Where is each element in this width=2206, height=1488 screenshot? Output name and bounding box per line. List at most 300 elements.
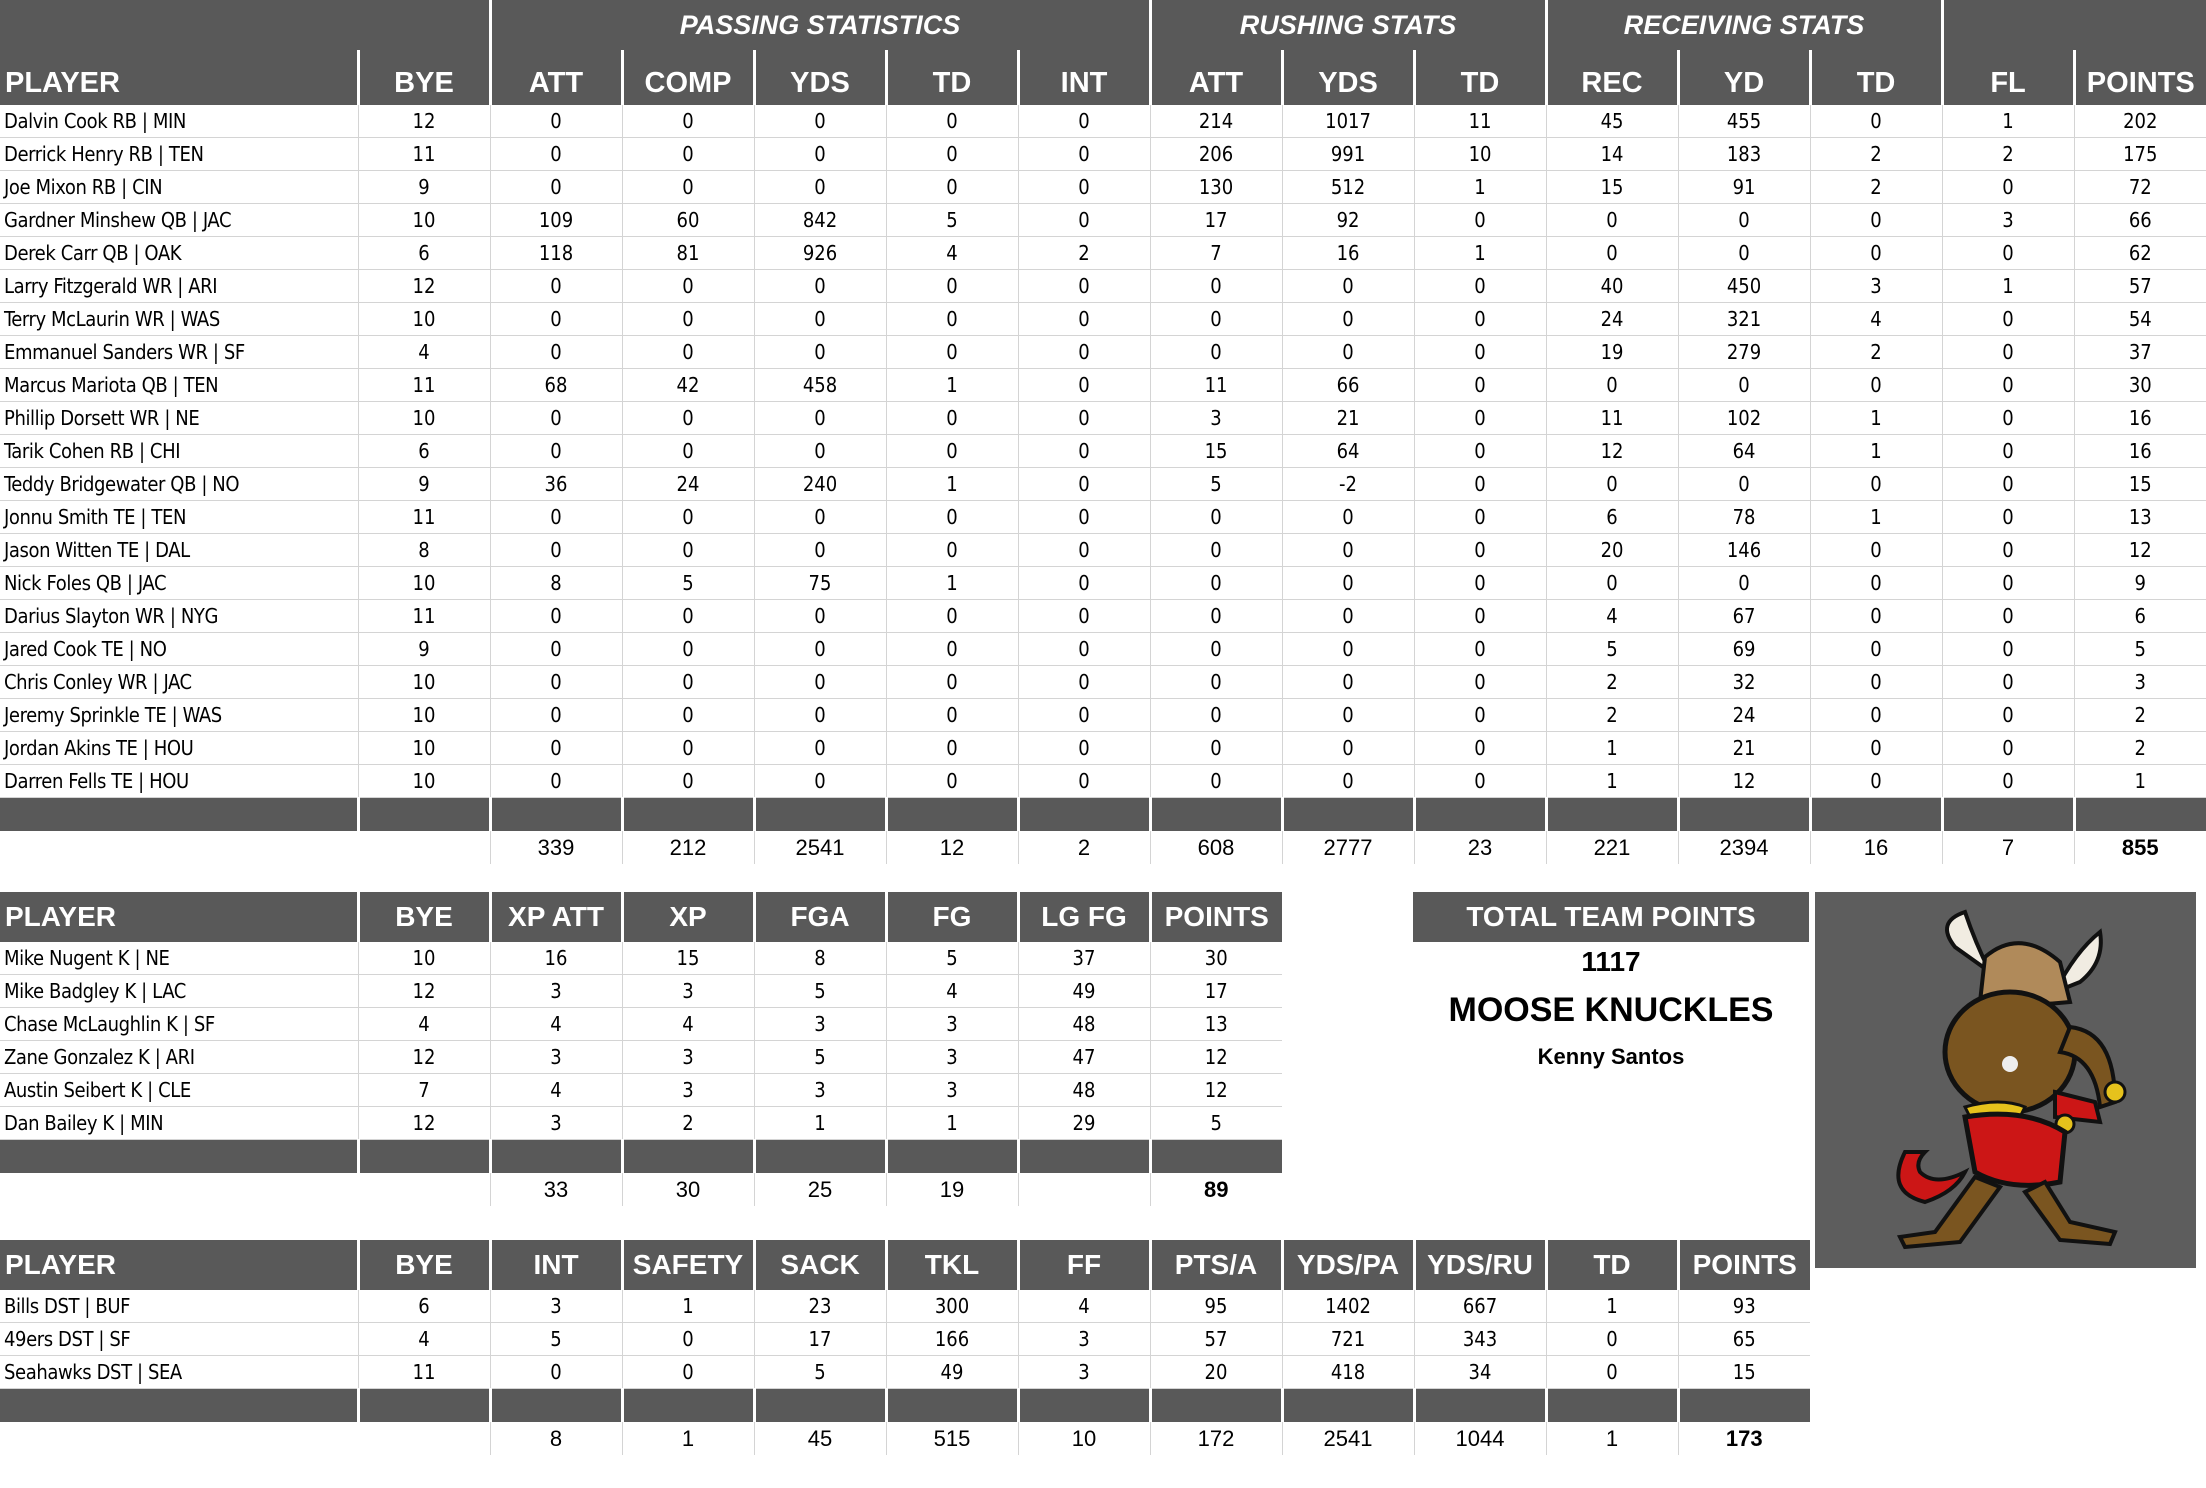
stat-cell-att: 214 bbox=[1150, 105, 1282, 138]
player-name-cell: Zane Gonzalez K | ARI bbox=[0, 1041, 358, 1074]
stat-cell-td: 0 bbox=[1810, 237, 1942, 270]
stat-cell-att: 0 bbox=[1150, 699, 1282, 732]
stat-cell-bye: 10 bbox=[358, 567, 490, 600]
table-row bbox=[0, 501, 2206, 534]
stat-cell-rec: 2 bbox=[1546, 666, 1678, 699]
stat-cell-points: 15 bbox=[2074, 468, 2206, 501]
total-cell-int: 2 bbox=[1018, 831, 1150, 864]
stat-cell-yds: 0 bbox=[1282, 699, 1414, 732]
column-header-att-7: ATT bbox=[1150, 50, 1282, 105]
stat-cell-td: 0 bbox=[1414, 204, 1546, 237]
table-row bbox=[0, 369, 2206, 402]
separator-cell bbox=[1414, 798, 1546, 832]
total-cell-player bbox=[0, 1422, 358, 1455]
stat-cell-fg: 3 bbox=[886, 1041, 1018, 1074]
total-cell-att: 339 bbox=[490, 831, 622, 864]
stat-cell-bye: 9 bbox=[358, 171, 490, 204]
stat-cell-td: 0 bbox=[886, 336, 1018, 369]
stat-cell-td: 0 bbox=[1546, 1323, 1678, 1356]
stat-cell-points: 1 bbox=[2074, 765, 2206, 798]
column-header-bye-1: BYE bbox=[358, 1240, 490, 1290]
stat-cell-td: 0 bbox=[886, 435, 1018, 468]
stat-cell-pts-a: 20 bbox=[1150, 1356, 1282, 1389]
stat-cell-td: 0 bbox=[1414, 435, 1546, 468]
totals-row bbox=[0, 1422, 1810, 1455]
stat-cell-sack: 23 bbox=[754, 1290, 886, 1323]
separator-cell bbox=[1678, 798, 1810, 832]
stat-cell-bye: 10 bbox=[358, 402, 490, 435]
table-row bbox=[0, 633, 2206, 666]
stat-cell-safety: 1 bbox=[622, 1290, 754, 1323]
stat-cell-fg: 4 bbox=[886, 975, 1018, 1008]
stat-cell-comp: 24 bbox=[622, 468, 754, 501]
stat-cell-bye: 4 bbox=[358, 1323, 490, 1356]
stat-cell-bye: 11 bbox=[358, 369, 490, 402]
stat-cell-bye: 11 bbox=[358, 1356, 490, 1389]
stat-cell-yd: 321 bbox=[1678, 303, 1810, 336]
stat-cell-rec: 20 bbox=[1546, 534, 1678, 567]
stat-cell-td: 0 bbox=[1810, 567, 1942, 600]
stat-cell-points: 6 bbox=[2074, 600, 2206, 633]
stat-cell-int: 0 bbox=[1018, 171, 1150, 204]
stat-cell-yds: 512 bbox=[1282, 171, 1414, 204]
stat-cell-fl: 0 bbox=[1942, 369, 2074, 402]
stat-cell-xp-att: 4 bbox=[490, 1074, 622, 1107]
table-row bbox=[0, 600, 2206, 633]
stat-cell-td: 0 bbox=[1810, 468, 1942, 501]
total-cell-comp: 212 bbox=[622, 831, 754, 864]
stat-cell-td: 1 bbox=[886, 369, 1018, 402]
stat-cell-td: 0 bbox=[1810, 369, 1942, 402]
table-row bbox=[0, 138, 2206, 171]
stat-cell-xp-att: 3 bbox=[490, 975, 622, 1008]
stat-cell-td: 1 bbox=[886, 468, 1018, 501]
stat-cell-yds: 0 bbox=[754, 633, 886, 666]
stat-cell-yds: 926 bbox=[754, 237, 886, 270]
stat-cell-points: 54 bbox=[2074, 303, 2206, 336]
stat-cell-td: 0 bbox=[886, 600, 1018, 633]
stat-cell-points: 5 bbox=[2074, 633, 2206, 666]
column-header-tkl-5: TKL bbox=[886, 1240, 1018, 1290]
stat-cell-att: 0 bbox=[490, 303, 622, 336]
stat-cell-tkl: 166 bbox=[886, 1323, 1018, 1356]
column-header-yds-4: YDS bbox=[754, 50, 886, 105]
separator-cell bbox=[1150, 798, 1282, 832]
stat-cell-yds: 0 bbox=[754, 171, 886, 204]
stat-cell-bye: 9 bbox=[358, 468, 490, 501]
stat-cell-yds-ru: 343 bbox=[1414, 1323, 1546, 1356]
stat-cell-yds: 0 bbox=[754, 765, 886, 798]
column-header-fl-13: FL bbox=[1942, 50, 2074, 105]
stat-cell-td: 11 bbox=[1414, 105, 1546, 138]
player-name-cell: Chase McLaughlin K | SF bbox=[0, 1008, 358, 1041]
stat-cell-fg: 1 bbox=[886, 1107, 1018, 1140]
stat-cell-bye: 10 bbox=[358, 732, 490, 765]
stat-cell-rec: 4 bbox=[1546, 600, 1678, 633]
stat-cell-td: 0 bbox=[1414, 303, 1546, 336]
column-header-lg-fg-6: LG FG bbox=[1018, 892, 1150, 942]
stat-cell-att: 0 bbox=[490, 534, 622, 567]
stat-cell-int: 5 bbox=[490, 1323, 622, 1356]
stat-cell-lg-fg: 37 bbox=[1018, 942, 1150, 975]
column-header-player-0: PLAYER bbox=[0, 50, 358, 105]
total-cell-bye bbox=[358, 1173, 490, 1206]
stat-cell-td: 0 bbox=[1414, 468, 1546, 501]
stat-cell-yds: 0 bbox=[754, 435, 886, 468]
column-header-points-7: POINTS bbox=[1150, 892, 1282, 942]
table-row bbox=[0, 942, 1282, 975]
stat-cell-int: 0 bbox=[1018, 501, 1150, 534]
stat-cell-bye: 6 bbox=[358, 237, 490, 270]
separator-cell bbox=[1018, 798, 1150, 832]
stat-cell-comp: 42 bbox=[622, 369, 754, 402]
stat-cell-fl: 0 bbox=[1942, 633, 2074, 666]
stat-cell-att: 0 bbox=[1150, 666, 1282, 699]
stat-cell-fl: 0 bbox=[1942, 501, 2074, 534]
stat-cell-att: 5 bbox=[1150, 468, 1282, 501]
stat-cell-att: 0 bbox=[1150, 633, 1282, 666]
stat-cell-td: 0 bbox=[1414, 732, 1546, 765]
column-header-safety-3: SAFETY bbox=[622, 1240, 754, 1290]
stat-cell-yds: 92 bbox=[1282, 204, 1414, 237]
stat-cell-points: 16 bbox=[2074, 402, 2206, 435]
stat-cell-yds: 0 bbox=[754, 501, 886, 534]
stat-cell-comp: 0 bbox=[622, 600, 754, 633]
stat-cell-fl: 1 bbox=[1942, 105, 2074, 138]
total-cell-att: 608 bbox=[1150, 831, 1282, 864]
stat-cell-att: 0 bbox=[1150, 270, 1282, 303]
stat-cell-yd: 146 bbox=[1678, 534, 1810, 567]
stat-cell-xp-att: 16 bbox=[490, 942, 622, 975]
stat-cell-att: 0 bbox=[490, 765, 622, 798]
stat-cell-points: 30 bbox=[2074, 369, 2206, 402]
stat-cell-points: 37 bbox=[2074, 336, 2206, 369]
stat-cell-bye: 4 bbox=[358, 336, 490, 369]
stat-cell-tkl: 49 bbox=[886, 1356, 1018, 1389]
column-header-sack-4: SACK bbox=[754, 1240, 886, 1290]
separator-cell bbox=[490, 1140, 622, 1174]
stat-cell-points: 5 bbox=[1150, 1107, 1282, 1140]
stat-cell-safety: 0 bbox=[622, 1323, 754, 1356]
stat-cell-att: 0 bbox=[490, 336, 622, 369]
stat-cell-att: 0 bbox=[490, 105, 622, 138]
stat-cell-points: 12 bbox=[2074, 534, 2206, 567]
stat-cell-yds: -2 bbox=[1282, 468, 1414, 501]
stat-cell-fga: 5 bbox=[754, 975, 886, 1008]
stat-cell-yd: 24 bbox=[1678, 699, 1810, 732]
stat-cell-ff: 3 bbox=[1018, 1356, 1150, 1389]
stat-cell-bye: 10 bbox=[358, 666, 490, 699]
stat-cell-td: 0 bbox=[1414, 501, 1546, 534]
stat-cell-rec: 14 bbox=[1546, 138, 1678, 171]
separator-cell bbox=[358, 1389, 490, 1423]
stat-cell-int: 0 bbox=[1018, 138, 1150, 171]
stat-cell-yd: 21 bbox=[1678, 732, 1810, 765]
stat-cell-bye: 10 bbox=[358, 942, 490, 975]
stat-cell-bye: 6 bbox=[358, 1290, 490, 1323]
separator-cell bbox=[1282, 798, 1414, 832]
column-header-td-12: TD bbox=[1810, 50, 1942, 105]
stat-cell-rec: 40 bbox=[1546, 270, 1678, 303]
stat-cell-points: 62 bbox=[2074, 237, 2206, 270]
stat-cell-int: 0 bbox=[1018, 270, 1150, 303]
player-name-cell: Bills DST | BUF bbox=[0, 1290, 358, 1323]
total-cell-player bbox=[0, 831, 358, 864]
stat-cell-att: 0 bbox=[490, 666, 622, 699]
stat-cell-yds: 0 bbox=[1282, 303, 1414, 336]
group-header-blank bbox=[0, 0, 490, 50]
stat-cell-fl: 0 bbox=[1942, 303, 2074, 336]
stat-cell-td: 0 bbox=[1810, 204, 1942, 237]
total-cell-td: 23 bbox=[1414, 831, 1546, 864]
separator-cell bbox=[754, 1389, 886, 1423]
column-header-player-0: PLAYER bbox=[0, 892, 358, 942]
stat-cell-fl: 0 bbox=[1942, 237, 2074, 270]
stat-cell-comp: 0 bbox=[622, 303, 754, 336]
stat-cell-bye: 4 bbox=[358, 1008, 490, 1041]
stat-cell-yds: 0 bbox=[1282, 534, 1414, 567]
stat-cell-att: 3 bbox=[1150, 402, 1282, 435]
totals-row bbox=[0, 1173, 1282, 1206]
column-header-bye-1: BYE bbox=[358, 892, 490, 942]
stat-cell-td: 0 bbox=[1414, 633, 1546, 666]
stat-cell-yds: 21 bbox=[1282, 402, 1414, 435]
stat-cell-ff: 4 bbox=[1018, 1290, 1150, 1323]
stat-cell-fga: 3 bbox=[754, 1008, 886, 1041]
team-name: MOOSE KNUCKLES bbox=[1448, 991, 1774, 1029]
column-header-player-0: PLAYER bbox=[0, 1240, 358, 1290]
stat-cell-td: 0 bbox=[1414, 567, 1546, 600]
stat-cell-td: 10 bbox=[1414, 138, 1546, 171]
separator-cell bbox=[1678, 1389, 1810, 1423]
stat-cell-comp: 0 bbox=[622, 501, 754, 534]
table-row bbox=[0, 1074, 1282, 1107]
stat-cell-bye: 11 bbox=[358, 501, 490, 534]
stat-cell-td: 0 bbox=[1414, 600, 1546, 633]
total-cell-yds: 2541 bbox=[754, 831, 886, 864]
stat-cell-yds: 0 bbox=[754, 303, 886, 336]
table-row bbox=[0, 336, 2206, 369]
stat-cell-fl: 1 bbox=[1942, 270, 2074, 303]
stat-cell-att: 0 bbox=[490, 699, 622, 732]
stat-cell-att: 0 bbox=[490, 435, 622, 468]
stat-cell-td: 0 bbox=[1810, 633, 1942, 666]
stat-cell-fg: 5 bbox=[886, 942, 1018, 975]
table-row bbox=[0, 303, 2206, 336]
column-header-int-6: INT bbox=[1018, 50, 1150, 105]
stat-cell-int: 0 bbox=[1018, 732, 1150, 765]
stat-cell-yds: 0 bbox=[1282, 270, 1414, 303]
separator-row bbox=[0, 1389, 1810, 1423]
stat-cell-td: 2 bbox=[1810, 171, 1942, 204]
stat-cell-att: 0 bbox=[1150, 336, 1282, 369]
stat-cell-rec: 2 bbox=[1546, 699, 1678, 732]
separator-row bbox=[0, 798, 2206, 832]
stat-cell-lg-fg: 49 bbox=[1018, 975, 1150, 1008]
stat-cell-safety: 0 bbox=[622, 1356, 754, 1389]
column-header-bye-1: BYE bbox=[358, 50, 490, 105]
stat-cell-comp: 0 bbox=[622, 633, 754, 666]
separator-cell bbox=[2074, 798, 2206, 832]
stat-cell-td: 0 bbox=[1414, 402, 1546, 435]
stat-cell-att: 118 bbox=[490, 237, 622, 270]
stat-cell-fga: 3 bbox=[754, 1074, 886, 1107]
stat-cell-att: 0 bbox=[490, 270, 622, 303]
stat-cell-points: 9 bbox=[2074, 567, 2206, 600]
stat-cell-bye: 11 bbox=[358, 138, 490, 171]
group-header-rushing: RUSHING STATS bbox=[1150, 0, 1546, 50]
stat-cell-int: 0 bbox=[1018, 105, 1150, 138]
separator-cell bbox=[1942, 798, 2074, 832]
total-cell-ff: 10 bbox=[1018, 1422, 1150, 1455]
stat-cell-att: 0 bbox=[1150, 303, 1282, 336]
stat-cell-yds: 0 bbox=[754, 336, 886, 369]
player-name-cell: Seahawks DST | SEA bbox=[0, 1356, 358, 1389]
totals-row bbox=[0, 831, 2206, 864]
stat-cell-lg-fg: 48 bbox=[1018, 1074, 1150, 1107]
stat-cell-bye: 6 bbox=[358, 435, 490, 468]
stat-cell-fg: 3 bbox=[886, 1074, 1018, 1107]
total-cell-xp-att: 33 bbox=[490, 1173, 622, 1206]
stat-cell-td: 0 bbox=[1810, 732, 1942, 765]
stat-cell-int: 0 bbox=[1018, 369, 1150, 402]
stat-group-header-row bbox=[0, 0, 2206, 50]
player-name-cell: Larry Fitzgerald WR | ARI bbox=[0, 270, 358, 303]
stat-cell-yd: 12 bbox=[1678, 765, 1810, 798]
stat-cell-td: 0 bbox=[886, 699, 1018, 732]
stat-cell-comp: 0 bbox=[622, 270, 754, 303]
stat-cell-yds: 0 bbox=[1282, 666, 1414, 699]
stat-cell-yd: 0 bbox=[1678, 237, 1810, 270]
stat-cell-fl: 0 bbox=[1942, 765, 2074, 798]
column-header-points-14: POINTS bbox=[2074, 50, 2206, 105]
stat-cell-xp-att: 3 bbox=[490, 1041, 622, 1074]
stat-cell-pts-a: 57 bbox=[1150, 1323, 1282, 1356]
total-cell-bye bbox=[358, 831, 490, 864]
total-cell-yd: 2394 bbox=[1678, 831, 1810, 864]
stat-cell-bye: 9 bbox=[358, 633, 490, 666]
column-header-int-2: INT bbox=[490, 1240, 622, 1290]
column-header-pts-a-7: PTS/A bbox=[1150, 1240, 1282, 1290]
stat-cell-td: 0 bbox=[1810, 666, 1942, 699]
column-header-ff-6: FF bbox=[1018, 1240, 1150, 1290]
player-name-cell: Derrick Henry RB | TEN bbox=[0, 138, 358, 171]
table-row bbox=[0, 1008, 1282, 1041]
stat-cell-int: 0 bbox=[1018, 567, 1150, 600]
player-name-cell: Joe Mixon RB | CIN bbox=[0, 171, 358, 204]
stat-cell-points: 12 bbox=[1150, 1041, 1282, 1074]
player-name-cell: Tarik Cohen RB | CHI bbox=[0, 435, 358, 468]
stat-cell-fl: 3 bbox=[1942, 204, 2074, 237]
column-header-td-10: TD bbox=[1546, 1240, 1678, 1290]
stat-cell-yds: 0 bbox=[1282, 765, 1414, 798]
stat-cell-td: 0 bbox=[1414, 666, 1546, 699]
stat-cell-comp: 0 bbox=[622, 666, 754, 699]
stat-cell-att: 15 bbox=[1150, 435, 1282, 468]
player-name-cell: Derek Carr QB | OAK bbox=[0, 237, 358, 270]
separator-cell bbox=[0, 1140, 358, 1174]
separator-cell bbox=[358, 1140, 490, 1174]
column-header-rec-10: REC bbox=[1546, 50, 1678, 105]
total-team-points-value: 1117 bbox=[1581, 946, 1641, 977]
stat-cell-yds: 0 bbox=[754, 534, 886, 567]
table-row bbox=[0, 171, 2206, 204]
stat-cell-td: 0 bbox=[1414, 369, 1546, 402]
column-header-att-2: ATT bbox=[490, 50, 622, 105]
separator-cell bbox=[622, 1389, 754, 1423]
player-name-cell: Jason Witten TE | DAL bbox=[0, 534, 358, 567]
stat-cell-lg-fg: 48 bbox=[1018, 1008, 1150, 1041]
separator-cell bbox=[1018, 1140, 1150, 1174]
stat-cell-rec: 1 bbox=[1546, 765, 1678, 798]
stat-cell-comp: 0 bbox=[622, 765, 754, 798]
stat-cell-att: 0 bbox=[1150, 501, 1282, 534]
stat-cell-comp: 0 bbox=[622, 699, 754, 732]
stat-cell-yd: 32 bbox=[1678, 666, 1810, 699]
stat-cell-td: 1 bbox=[886, 567, 1018, 600]
player-name-cell: Phillip Dorsett WR | NE bbox=[0, 402, 358, 435]
stat-cell-xp: 15 bbox=[622, 942, 754, 975]
stat-cell-comp: 5 bbox=[622, 567, 754, 600]
total-cell-yds: 2777 bbox=[1282, 831, 1414, 864]
table-row bbox=[0, 699, 2206, 732]
stat-cell-fga: 8 bbox=[754, 942, 886, 975]
stat-cell-points: 30 bbox=[1150, 942, 1282, 975]
column-header-fg-5: FG bbox=[886, 892, 1018, 942]
stat-cell-bye: 12 bbox=[358, 1107, 490, 1140]
stat-cell-yds: 991 bbox=[1282, 138, 1414, 171]
stat-cell-comp: 0 bbox=[622, 732, 754, 765]
stat-cell-int: 0 bbox=[490, 1356, 622, 1389]
stat-cell-td: 0 bbox=[886, 402, 1018, 435]
stat-cell-yd: 450 bbox=[1678, 270, 1810, 303]
stat-cell-yd: 64 bbox=[1678, 435, 1810, 468]
stat-cell-td: 1 bbox=[1414, 237, 1546, 270]
stat-cell-td: 2 bbox=[1810, 138, 1942, 171]
total-cell-player bbox=[0, 1173, 358, 1206]
stat-cell-att: 17 bbox=[1150, 204, 1282, 237]
stat-cell-comp: 0 bbox=[622, 138, 754, 171]
stat-cell-yds: 0 bbox=[754, 666, 886, 699]
separator-cell bbox=[1546, 1389, 1678, 1423]
total-cell-bye bbox=[358, 1422, 490, 1455]
table-row bbox=[0, 666, 2206, 699]
stat-cell-yd: 0 bbox=[1678, 468, 1810, 501]
stat-cell-bye: 12 bbox=[358, 270, 490, 303]
separator-cell bbox=[1150, 1389, 1282, 1423]
column-header-yds-pa-8: YDS/PA bbox=[1282, 1240, 1414, 1290]
stat-cell-td: 0 bbox=[1414, 699, 1546, 732]
stat-cell-yd: 279 bbox=[1678, 336, 1810, 369]
stat-cell-td: 0 bbox=[1810, 699, 1942, 732]
stat-cell-bye: 10 bbox=[358, 303, 490, 336]
stat-cell-sack: 17 bbox=[754, 1323, 886, 1356]
stat-cell-comp: 0 bbox=[622, 171, 754, 204]
moose-mascot-logo-icon bbox=[1815, 892, 2196, 1268]
stat-cell-fl: 0 bbox=[1942, 336, 2074, 369]
stat-cell-points: 65 bbox=[1678, 1323, 1810, 1356]
stat-cell-att: 206 bbox=[1150, 138, 1282, 171]
stat-cell-rec: 0 bbox=[1546, 237, 1678, 270]
separator-cell bbox=[0, 798, 358, 832]
total-cell-lg-fg bbox=[1018, 1173, 1150, 1206]
player-name-cell: Austin Seibert K | CLE bbox=[0, 1074, 358, 1107]
stat-cell-pts-a: 95 bbox=[1150, 1290, 1282, 1323]
player-name-cell: Jordan Akins TE | HOU bbox=[0, 732, 358, 765]
table-row bbox=[0, 1323, 1810, 1356]
stat-cell-points: 175 bbox=[2074, 138, 2206, 171]
stat-cell-yds: 0 bbox=[1282, 633, 1414, 666]
